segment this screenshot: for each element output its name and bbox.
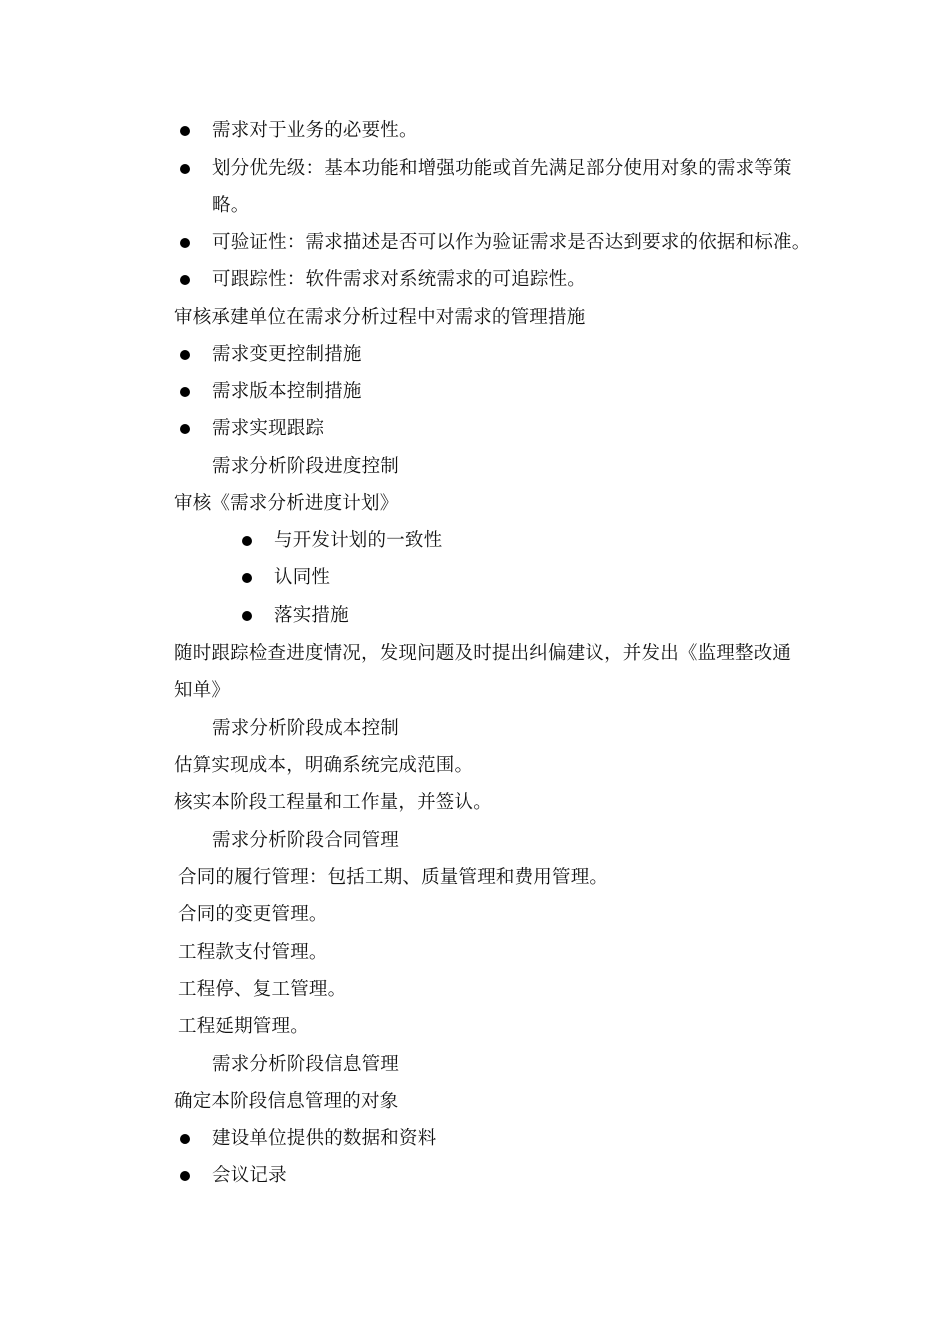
section-heading: 需求分析阶段合同管理 bbox=[212, 830, 400, 851]
list-item bbox=[0, 225, 950, 261]
list-item-text: 需求版本控制措施 bbox=[212, 381, 362, 402]
list-item-text: 需求对于业务的必要性。 bbox=[212, 120, 418, 141]
paragraph: 工程停、复工管理。 bbox=[178, 979, 347, 1000]
bullet-icon bbox=[180, 275, 190, 285]
list-item-text: 可跟踪性：软件需求对系统需求的可追踪性。 bbox=[212, 269, 587, 290]
list-item bbox=[0, 151, 950, 187]
list-item-text: 需求变更控制措施 bbox=[212, 344, 362, 365]
list-item bbox=[0, 411, 950, 447]
paragraph: 工程延期管理。 bbox=[178, 1016, 309, 1037]
paragraph: 确定本阶段信息管理的对象 bbox=[174, 1091, 399, 1112]
paragraph: 随时跟踪检查进度情况，发现问题及时提出纠偏建议，并发出《监理整改通 bbox=[174, 643, 792, 664]
list-item bbox=[0, 598, 950, 634]
list-item-continuation: 略。 bbox=[212, 195, 250, 216]
section-heading: 需求分析阶段进度控制 bbox=[212, 456, 400, 477]
list-item bbox=[0, 1158, 950, 1194]
list-item bbox=[0, 262, 950, 298]
bullet-icon bbox=[180, 350, 190, 360]
paragraph-continuation: 知单》 bbox=[174, 680, 231, 701]
bullet-icon bbox=[242, 611, 252, 621]
list-item-text: 划分优先级：基本功能和增强功能或首先满足部分使用对象的需求等策 bbox=[212, 158, 792, 179]
bullet-icon bbox=[180, 1134, 190, 1144]
list-item bbox=[0, 523, 950, 559]
bullet-icon bbox=[242, 573, 252, 583]
list-item bbox=[0, 337, 950, 373]
paragraph: 审核《需求分析进度计划》 bbox=[174, 493, 399, 514]
section-heading: 需求分析阶段信息管理 bbox=[212, 1054, 400, 1075]
list-item-text: 认同性 bbox=[274, 567, 331, 588]
bullet-icon bbox=[180, 164, 190, 174]
bullet-icon bbox=[180, 126, 190, 136]
bullet-icon bbox=[180, 238, 190, 248]
list-item-text: 需求实现跟踪 bbox=[212, 418, 325, 439]
list-item-text: 落实措施 bbox=[274, 605, 349, 626]
list-item-text: 会议记录 bbox=[212, 1165, 287, 1186]
list-item-text: 建设单位提供的数据和资料 bbox=[212, 1128, 437, 1149]
list-item bbox=[0, 374, 950, 410]
list-item-text: 与开发计划的一致性 bbox=[274, 530, 443, 551]
list-item bbox=[0, 113, 950, 149]
list-item bbox=[0, 560, 950, 596]
bullet-icon bbox=[180, 1171, 190, 1181]
bullet-icon bbox=[242, 536, 252, 546]
section-heading: 需求分析阶段成本控制 bbox=[212, 718, 400, 739]
paragraph: 估算实现成本，明确系统完成范围。 bbox=[174, 755, 474, 776]
paragraph: 审核承建单位在需求分析过程中对需求的管理措施 bbox=[174, 307, 586, 328]
list-item-text: 可验证性：需求描述是否可以作为验证需求是否达到要求的依据和标准。 bbox=[212, 232, 811, 253]
paragraph: 核实本阶段工程量和工作量，并签认。 bbox=[174, 792, 492, 813]
paragraph: 工程款支付管理。 bbox=[178, 942, 328, 963]
paragraph: 合同的变更管理。 bbox=[178, 904, 328, 925]
bullet-icon bbox=[180, 424, 190, 434]
paragraph: 合同的履行管理：包括工期、质量管理和费用管理。 bbox=[178, 867, 609, 888]
list-item bbox=[0, 1121, 950, 1157]
bullet-icon bbox=[180, 387, 190, 397]
